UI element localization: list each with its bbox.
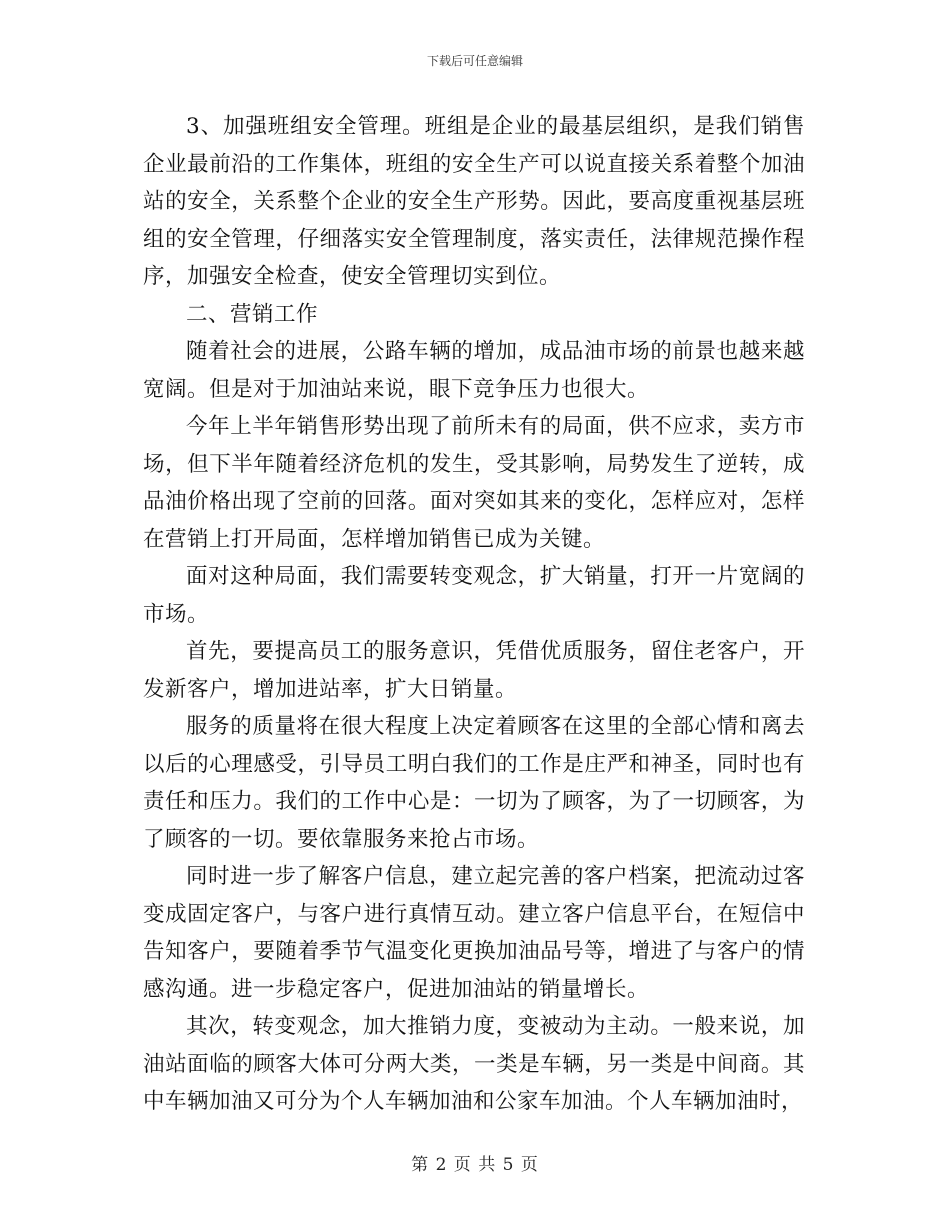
paragraph-market-outlook: 随着社会的进展，公路车辆的增加，成品油市场的前景也越来越宽阔。但是对于加油站来说，眼下竞争压力也很大。 — [143, 339, 805, 402]
paragraph-customer-info: 同时进一步了解客户信息，建立起完善的客户档案，把流动过客变成固定客户，与客户进行真情互动。建立客户信息平台，在短信中告知客户，要随着季节气温变化更换加油品号等，增进了与客户的情感沟通。进一步稳定客户，促进加油站的销量增长。 — [143, 864, 805, 1002]
page-header: 下载后可任意编辑 — [426, 54, 523, 68]
paragraph-team-safety: 3、加强班组安全管理。班组是企业的最基层组织，是我们销售企业最前沿的工作集体，班组的安全生产可以说直接关系着整个加油站的安全，关系整个企业的安全生产形势。因此，要高度重视基层班组的安全管理，仔细落实安全管理制度，落实责任，法律规范操作程序，加强安全检查，使安全管理切实到位。 — [143, 114, 805, 289]
document-body — [143, 108, 805, 1121]
paragraph-change-concepts: 面对这种局面，我们需要转变观念，扩大销量，打开一片宽阔的市场。 — [143, 564, 805, 627]
paragraph-service-awareness: 首先，要提高员工的服务意识，凭借优质服务，留住老客户，开发新客户，增加进站率，扩大日销量。 — [143, 639, 805, 702]
paragraph-promotion: 其次，转变观念，加大推销力度，变被动为主动。一般来说，加油站面临的顾客大体可分两大类，一类是车辆，另一类是中间商。其中车辆加油又可分为个人车辆加油和公家车加油。个人车辆加油时， — [143, 1014, 805, 1114]
paragraph-service-quality: 服务的质量将在很大程度上决定着顾客在这里的全部心情和离去以后的心理感受，引导员工明白我们的工作是庄严和神圣，同时也有责任和压力。我们的工作中心是：一切为了顾客，为了一切顾客，为了顾客的一切。要依靠服务来抢占市场。 — [143, 714, 805, 852]
paragraph-sales-situation: 今年上半年销售形势出现了前所未有的局面，供不应求，卖方市场，但下半年随着经济危机的发生，受其影响，局势发生了逆转，成品油价格出现了空前的回落。面对突如其来的变化，怎样应对，怎样在营销上打开局面，怎样增加销售已成为关键。 — [143, 414, 805, 552]
page-number: 第 2 页 共 5 页 — [411, 1155, 539, 1175]
section-heading-marketing: 二、营销工作 — [186, 301, 319, 327]
